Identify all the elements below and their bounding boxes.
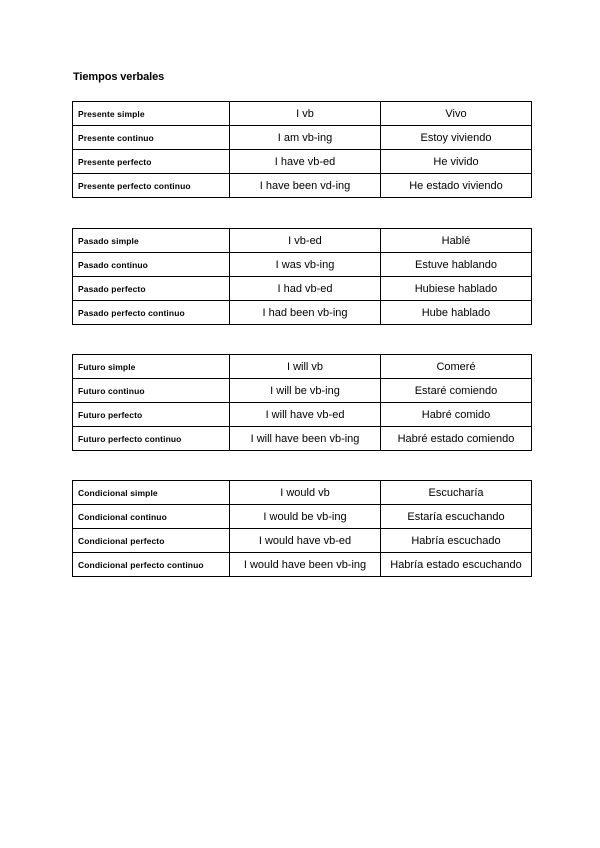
spanish-example-cell: Estuve hablando <box>381 253 532 277</box>
spanish-example-cell: Estaría escuchando <box>381 505 532 529</box>
tense-name-cell: Pasado perfecto <box>73 277 230 301</box>
page-title: Tiempos verbales <box>73 71 165 83</box>
english-form-cell: I am vb-ing <box>230 126 381 150</box>
tense-name-cell: Presente perfecto <box>73 150 230 174</box>
tense-name-cell: Pasado simple <box>73 229 230 253</box>
tense-name-cell: Futuro continuo <box>73 379 230 403</box>
future-tenses-table <box>72 354 532 451</box>
tense-name-cell: Condicional simple <box>73 481 230 505</box>
english-form-cell: I had been vb-ing <box>230 301 381 325</box>
table-row <box>73 301 532 325</box>
tense-name-cell: Condicional perfecto <box>73 529 230 553</box>
table-row <box>73 481 532 505</box>
spanish-example-cell: Estaré comiendo <box>381 379 532 403</box>
table-row <box>73 229 532 253</box>
tense-name-cell: Pasado continuo <box>73 253 230 277</box>
tense-name-cell: Presente simple <box>73 102 230 126</box>
table-row <box>73 355 532 379</box>
table-row <box>73 403 532 427</box>
english-form-cell: I have been vd-ing <box>230 174 381 198</box>
english-form-cell: I vb <box>230 102 381 126</box>
past-tenses-table <box>72 228 532 325</box>
tense-name-cell: Pasado perfecto continuo <box>73 301 230 325</box>
english-form-cell: I have vb-ed <box>230 150 381 174</box>
spanish-example-cell: Escucharía <box>381 481 532 505</box>
spanish-example-cell: He estado viviendo <box>381 174 532 198</box>
tense-name-cell: Condicional continuo <box>73 505 230 529</box>
table-row <box>73 253 532 277</box>
table-row <box>73 427 532 451</box>
tense-name-cell: Presente continuo <box>73 126 230 150</box>
table-row <box>73 505 532 529</box>
spanish-example-cell: Habré comido <box>381 403 532 427</box>
table-row <box>73 529 532 553</box>
tense-name-cell: Futuro simple <box>73 355 230 379</box>
tense-name-cell: Presente perfecto continuo <box>73 174 230 198</box>
spanish-example-cell: Comeré <box>381 355 532 379</box>
spanish-example-cell: Habré estado comiendo <box>381 427 532 451</box>
spanish-example-cell: Hablé <box>381 229 532 253</box>
table-row <box>73 277 532 301</box>
english-form-cell: I would have been vb-ing <box>230 553 381 577</box>
spanish-example-cell: Estoy viviendo <box>381 126 532 150</box>
english-form-cell: I was vb-ing <box>230 253 381 277</box>
english-form-cell: I would be vb-ing <box>230 505 381 529</box>
english-form-cell: I would vb <box>230 481 381 505</box>
table-row <box>73 150 532 174</box>
english-form-cell: I vb-ed <box>230 229 381 253</box>
spanish-example-cell: Hubiese hablado <box>381 277 532 301</box>
table-row <box>73 174 532 198</box>
spanish-example-cell: Hube hablado <box>381 301 532 325</box>
tense-name-cell: Futuro perfecto <box>73 403 230 427</box>
spanish-example-cell: He vivido <box>381 150 532 174</box>
english-form-cell: I would have vb-ed <box>230 529 381 553</box>
english-form-cell: I had vb-ed <box>230 277 381 301</box>
table-row <box>73 553 532 577</box>
tense-name-cell: Condicional perfecto continuo <box>73 553 230 577</box>
spanish-example-cell: Habría estado escuchando <box>381 553 532 577</box>
english-form-cell: I will have vb-ed <box>230 403 381 427</box>
english-form-cell: I will vb <box>230 355 381 379</box>
english-form-cell: I will have been vb-ing <box>230 427 381 451</box>
conditional-tenses-table <box>72 480 532 577</box>
spanish-example-cell: Habría escuchado <box>381 529 532 553</box>
english-form-cell: I will be vb-ing <box>230 379 381 403</box>
spanish-example-cell: Vivo <box>381 102 532 126</box>
table-row <box>73 379 532 403</box>
present-tenses-table <box>72 101 532 198</box>
table-row <box>73 126 532 150</box>
tense-name-cell: Futuro perfecto continuo <box>73 427 230 451</box>
table-row <box>73 102 532 126</box>
